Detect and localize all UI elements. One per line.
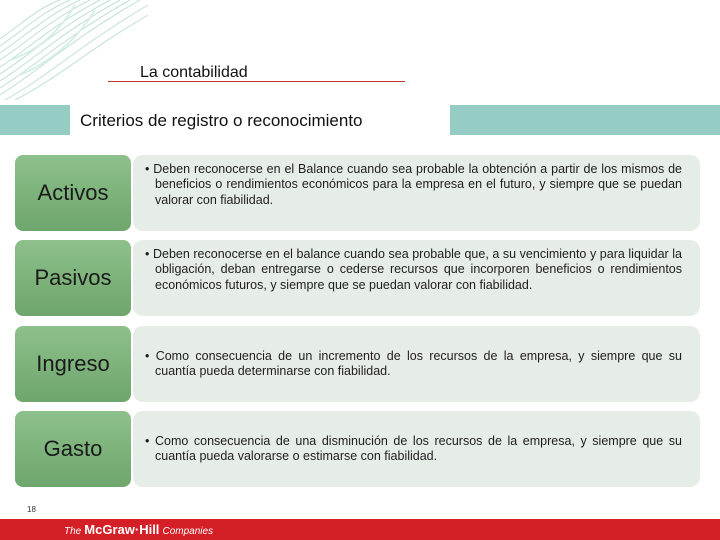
criterion-label: Ingreso (15, 326, 131, 402)
section-title: Criterios de registro o reconocimiento (80, 111, 363, 130)
header-title: La contabilidad (140, 64, 248, 81)
footer-bar (0, 519, 720, 540)
criterion-row (15, 240, 702, 316)
publisher-logo: The McGraw·Hill Companies (64, 522, 214, 537)
criterion-row (15, 155, 702, 231)
criterion-label: Pasivos (15, 240, 131, 316)
page-number: 18 (27, 505, 36, 514)
criterion-text: Deben reconocerse en el balance cuando sea probable que, a su vencimiento y para liquidar la obligación, deban entregarse o cederse recursos que incorporen beneficios o rendimientos económicos futuros, y siempre que se puedan valorar con fiabilidad. (152, 247, 682, 292)
criterion-text: Como consecuencia de una disminución de los recursos de la empresa, y siempre que su cuantía pueda valorarse o estimarse con fiabilidad. (154, 434, 682, 464)
criterion-row (15, 411, 702, 487)
criterion-text: Como consecuencia de un incremento de los recursos de la empresa, y siempre que su cuantía pueda determinarse con fiabilidad. (155, 349, 682, 379)
criterion-description: • Deben reconocerse en el Balance cuando sea probable la obtención a partir de los mismos de beneficios o rendimientos económicos para la empresa en el futuro, y siempre que se puedan valorar con fiabilidad. (133, 155, 700, 231)
criterion-text: Deben reconocerse en el Balance cuando sea probable la obtención a partir de los mismos de beneficios o rendimientos económicos para la empresa en el futuro, y siempre que se puedan valorar con fiabilidad. (153, 162, 682, 207)
criterion-row (15, 326, 702, 402)
criterion-label: Gasto (15, 411, 131, 487)
criterion-description: • Como consecuencia de un incremento de los recursos de la empresa, y siempre que su cuantía pueda determinarse con fiabilidad. (133, 326, 700, 402)
criterion-description: • Deben reconocerse en el balance cuando sea probable que, a su vencimiento y para liquidar la obligación, deban entregarse o cederse recursos que incorporen beneficios o rendimientos económicos futuros, y siempre que se puedan valorar con fiabilidad. (133, 240, 700, 316)
header-underline (108, 81, 405, 82)
criterion-description: • Como consecuencia de una disminución de los recursos de la empresa, y siempre que su cuantía pueda valorarse o estimarse con fiabilidad. (133, 411, 700, 487)
criterion-label: Activos (15, 155, 131, 231)
decorative-swirl-graphic (0, 0, 150, 100)
